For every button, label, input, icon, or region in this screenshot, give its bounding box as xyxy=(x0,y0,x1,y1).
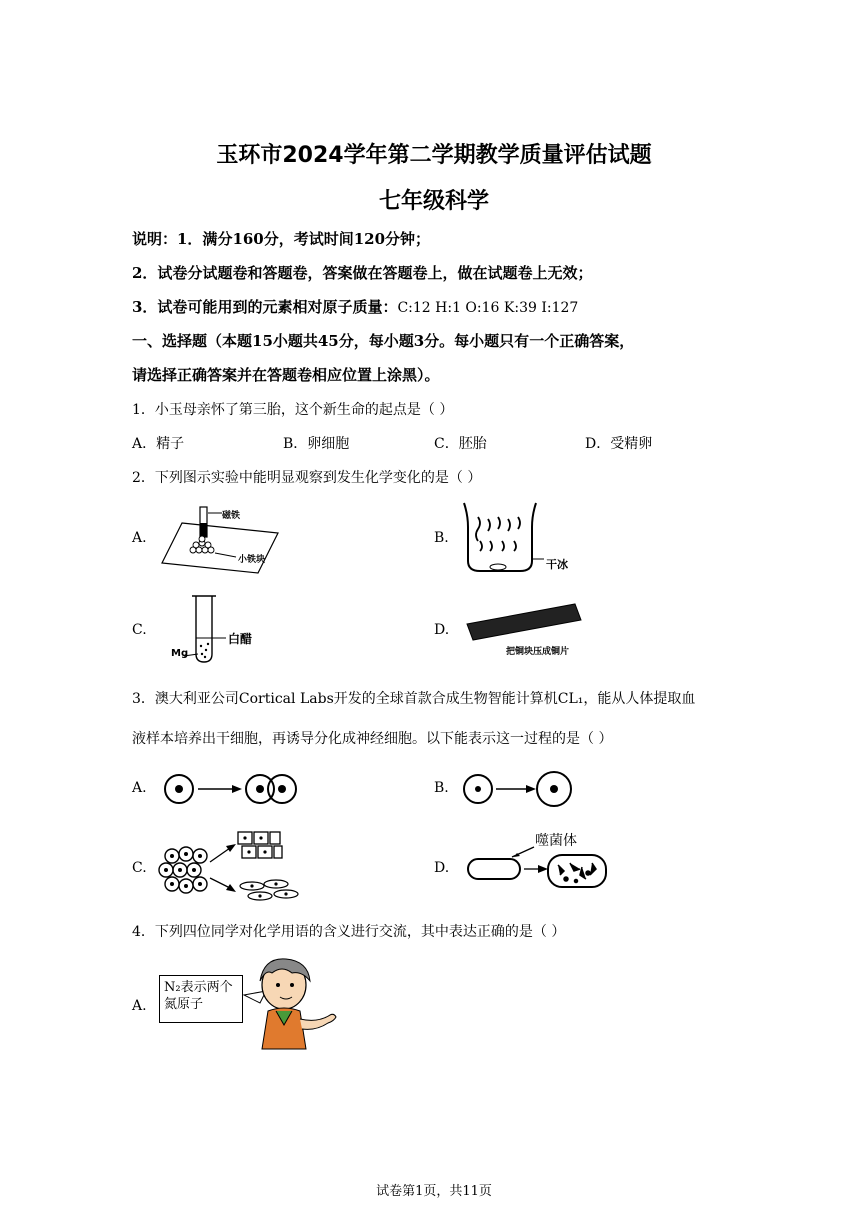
speech-bubble: N₂表示两个氮原子 xyxy=(159,975,243,1023)
note-line-3-masses: C:12 H:1 O:16 K:39 I:127 xyxy=(397,300,579,316)
q4-option-a[interactable]: A. xyxy=(132,998,147,1014)
q2-stem: 2．下列图示实验中能明显观察到发生化学变化的是（ ） xyxy=(132,470,482,486)
q3-option-a[interactable]: A. xyxy=(132,780,147,796)
dry-ice-label: 干冰 xyxy=(546,558,568,571)
note-line-1: 说明：1．满分160分，考试时间120分钟； xyxy=(132,230,431,248)
q1-stem: 1．小玉母亲怀了第三胎，这个新生命的起点是（ ） xyxy=(132,402,454,418)
phage-infection-figure xyxy=(462,843,612,893)
vinegar-label: 白醋 xyxy=(228,632,253,646)
q3-stem-line-2: 液样本培养出干细胞，再诱导分化成神经细胞。以下能表示这一过程的是（ ） xyxy=(132,731,613,747)
note-line-3-label: 3．试卷可能用到的元素相对原子质量： xyxy=(132,298,398,316)
section-heading-line-1: 一、选择题（本题15小题共45分，每小题3分。每小题只有一个正确答案， xyxy=(132,332,635,350)
q3-option-d[interactable]: D. xyxy=(434,860,450,876)
q2-option-b[interactable]: B. xyxy=(434,530,449,546)
q3-option-c[interactable]: C. xyxy=(132,860,147,876)
note-line-2: 2．试卷分试题卷和答题卷，答案做在答题卷上，做在试题卷上无效； xyxy=(132,264,593,282)
copper-sheet-figure xyxy=(465,600,585,642)
q3-option-b[interactable]: B. xyxy=(434,780,449,796)
page-footer: 试卷第1页，共11页 xyxy=(376,1184,492,1199)
q2-option-a[interactable]: A. xyxy=(132,530,147,546)
note-line-3 xyxy=(132,296,578,317)
q4-stem: 4．下列四位同学对化学用语的含义进行交流，其中表达正确的是（ ） xyxy=(132,924,566,940)
q1-option-c[interactable]: C．胚胎 xyxy=(434,436,487,452)
phage-label: 噬菌体 xyxy=(535,833,577,849)
student-figure xyxy=(240,955,340,1055)
q1-option-a[interactable]: A．精子 xyxy=(132,436,185,452)
section-heading-line-2: 请选择正确答案并在答题卷相应位置上涂黑）。 xyxy=(132,366,440,384)
q2-option-d[interactable]: D. xyxy=(434,622,450,638)
cell-growth-figure xyxy=(462,770,578,808)
cell-differentiation-figure xyxy=(156,828,306,904)
cell-division-figure xyxy=(162,772,300,806)
q1-option-d[interactable]: D．受精卵 xyxy=(585,436,653,452)
q2-option-c[interactable]: C. xyxy=(132,622,147,638)
mg-label: Mg xyxy=(171,648,189,659)
magnet-label: 磁铁 xyxy=(222,511,241,521)
q3-stem-line-1: 3．澳大利亚公司Cortical Labs开发的全球首款合成生物智能计算机CL₁，能从人体提取血 xyxy=(132,691,696,707)
iron-label: 小铁块 xyxy=(238,555,266,565)
page-subtitle: 七年级科学 xyxy=(378,189,489,214)
q1-option-b[interactable]: B．卵细胞 xyxy=(283,436,350,452)
copper-label: 把铜块压成铜片 xyxy=(506,647,570,657)
page-title: 玉环市2024学年第二学期教学质量评估试题 xyxy=(216,143,652,168)
